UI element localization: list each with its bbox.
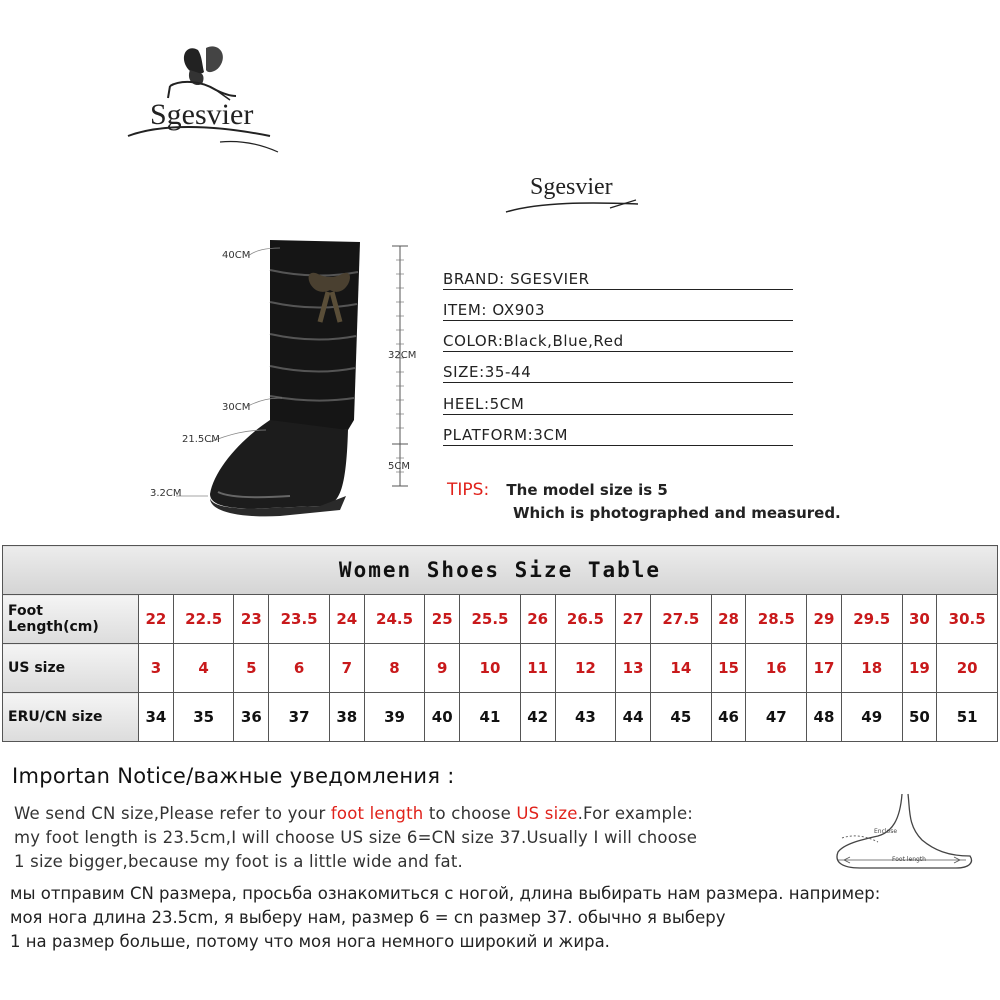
size-cell: 20	[937, 644, 998, 693]
size-cell: 37	[269, 693, 330, 742]
size-cell: 38	[329, 693, 364, 742]
size-cell: 9	[425, 644, 460, 693]
size-cell: 14	[651, 644, 712, 693]
size-cell: 27.5	[651, 595, 712, 644]
size-cell: 48	[807, 693, 842, 742]
size-cell: 17	[807, 644, 842, 693]
size-cell: 4	[173, 644, 234, 693]
tips-line-2: Which is photographed and measured.	[513, 504, 841, 522]
size-cell: 25.5	[460, 595, 521, 644]
size-cell: 49	[841, 693, 902, 742]
size-table-row	[3, 693, 998, 742]
spec-item: ITEM: OX903	[443, 301, 793, 321]
notice-en-line-1-part-a: We send CN size,Please refer to your	[14, 804, 331, 823]
brand-logo	[120, 40, 290, 160]
size-table-body	[3, 595, 998, 742]
size-cell: 36	[234, 693, 269, 742]
spec-heel: HEEL:5CM	[443, 395, 793, 415]
notice-ru-line-2: моя нога длина 23.5cm, я выберу нам, размер 6 = cn размер 37. обычно я выберу	[10, 908, 726, 927]
size-cell: 18	[841, 644, 902, 693]
size-cell: 24	[329, 595, 364, 644]
platform-height-label: 3.2CM	[150, 488, 182, 499]
size-cell: 8	[364, 644, 425, 693]
notice-en-line-1-part-b: to choose	[423, 804, 517, 823]
size-cell: 22	[139, 595, 174, 644]
spec-brand: BRAND: SGESVIER	[443, 270, 793, 290]
size-cell: 42	[520, 693, 555, 742]
size-cell: 10	[460, 644, 521, 693]
notice-en-line-1	[14, 804, 693, 823]
size-cell: 40	[425, 693, 460, 742]
size-cell: 5	[234, 644, 269, 693]
size-table-row	[3, 644, 998, 693]
size-cell: 35	[173, 693, 234, 742]
boot-product-diagram	[150, 230, 430, 530]
size-cell: 44	[616, 693, 651, 742]
size-cell: 3	[139, 644, 174, 693]
size-cell: 28	[711, 595, 746, 644]
brand-logo-small-text: Sgesvier	[530, 174, 613, 200]
size-cell: 41	[460, 693, 521, 742]
tips-block	[447, 480, 841, 522]
size-cell: 25	[425, 595, 460, 644]
size-row-label: US size	[3, 644, 139, 693]
size-table-title: Women Shoes Size Table	[3, 546, 998, 595]
size-cell: 50	[902, 693, 937, 742]
size-cell: 16	[746, 644, 807, 693]
size-cell: 30	[902, 595, 937, 644]
size-cell: 7	[329, 644, 364, 693]
notice-en-line-1-part-c: .For example:	[577, 804, 694, 823]
size-cell: 27	[616, 595, 651, 644]
size-cell: 15	[711, 644, 746, 693]
tips-label: TIPS:	[447, 480, 490, 500]
size-cell: 51	[937, 693, 998, 742]
size-cell: 47	[746, 693, 807, 742]
size-cell: 29	[807, 595, 842, 644]
shaft-height-label: 32CM	[388, 350, 417, 361]
size-cell: 13	[616, 644, 651, 693]
size-cell: 11	[520, 644, 555, 693]
size-table-row	[3, 595, 998, 644]
ankle-circumference-label: 21.5CM	[182, 434, 220, 445]
foot-length-highlight: foot length	[330, 804, 424, 823]
size-cell: 19	[902, 644, 937, 693]
size-row-label: Foot Length(cm)	[3, 595, 139, 644]
size-cell: 6	[269, 644, 330, 693]
foot-measure-diagram	[830, 790, 980, 880]
brand-logo-text: Sgesvier	[150, 98, 254, 131]
size-cell: 46	[711, 693, 746, 742]
size-cell: 45	[651, 693, 712, 742]
size-cell: 26	[520, 595, 555, 644]
us-size-highlight: US size	[516, 804, 578, 823]
boot-image	[170, 230, 430, 530]
size-cell: 23	[234, 595, 269, 644]
size-cell: 34	[139, 693, 174, 742]
spec-size: SIZE:35-44	[443, 363, 793, 383]
size-cell: 28.5	[746, 595, 807, 644]
size-cell: 43	[555, 693, 616, 742]
foot-outline-icon	[830, 790, 980, 880]
notice-ru-line-3: 1 на размер больше, потому что моя нога немного широкий и жира.	[10, 932, 610, 951]
size-cell: 39	[364, 693, 425, 742]
size-cell: 12	[555, 644, 616, 693]
spec-color: COLOR:Black,Blue,Red	[443, 332, 793, 352]
size-cell: 24.5	[364, 595, 425, 644]
notice-ru-line-1: мы отправим CN размера, просьба ознакомиться с ногой, длина выбирать нам размера. например:	[10, 884, 881, 903]
size-cell: 29.5	[841, 595, 902, 644]
notice-en-line-2: my foot length is 23.5cm,I will choose US size 6=CN size 37.Usually I will choose	[14, 828, 698, 847]
brand-logo-small	[500, 168, 650, 218]
size-cell: 22.5	[173, 595, 234, 644]
top-circumference-label: 40CM	[222, 250, 251, 261]
heel-height-label: 5CM	[388, 461, 410, 472]
enclose-label: Enclose	[874, 828, 898, 835]
size-cell: 23.5	[269, 595, 330, 644]
notice-en-line-3: 1 size bigger,because my foot is a little wide and fat.	[14, 852, 463, 871]
size-cell: 26.5	[555, 595, 616, 644]
spec-platform: PLATFORM:3CM	[443, 426, 793, 446]
size-cell: 30.5	[937, 595, 998, 644]
mid-circumference-label: 30CM	[222, 402, 251, 413]
size-row-label: ERU/CN size	[3, 693, 139, 742]
foot-length-label: Foot length	[892, 856, 926, 863]
size-table	[2, 545, 998, 742]
tips-line-1: The model size is 5	[506, 481, 668, 499]
notice-title: Importan Notice/важные уведомления :	[12, 764, 455, 788]
